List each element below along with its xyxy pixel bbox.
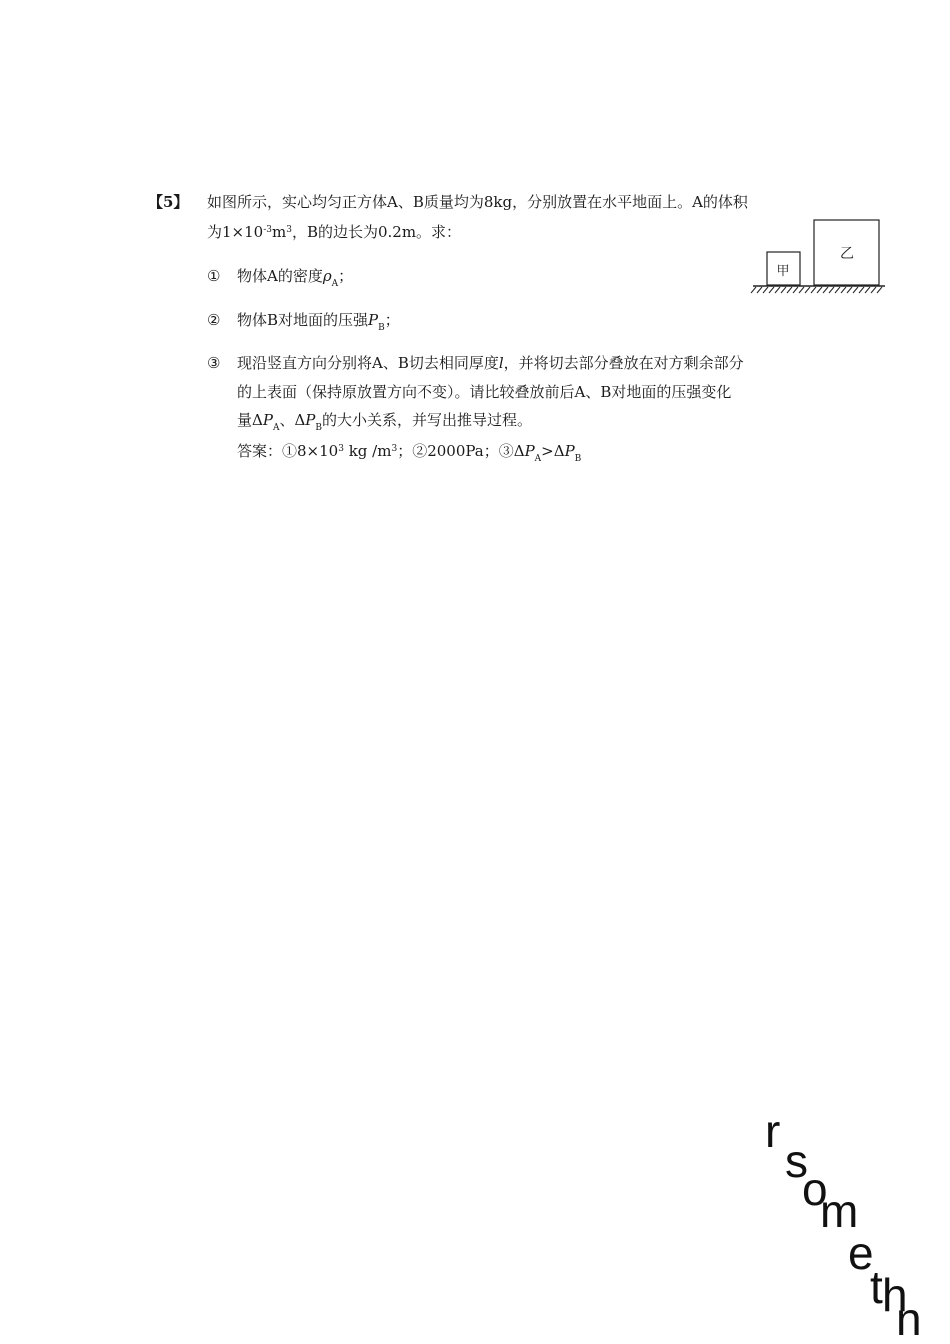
item-3-line-2: 的上表面（保持原放置方向不变）。请比较叠放前后A、B对地面的压强变化 bbox=[237, 383, 732, 401]
cubes-figure bbox=[750, 218, 888, 296]
symbol: P bbox=[305, 411, 316, 429]
symbol: P bbox=[262, 411, 273, 429]
text: 物体A的密度 bbox=[237, 267, 323, 285]
item-3-line-1 bbox=[237, 353, 744, 373]
subscript: A bbox=[272, 423, 280, 433]
hatch-mark bbox=[787, 287, 792, 293]
subscript: B bbox=[315, 423, 322, 433]
text: ，并将切去部分叠放在对方剩余部分 bbox=[503, 354, 744, 372]
text: 为1×10 bbox=[207, 223, 264, 241]
problem-line-1: 如图所示，实心均匀正方体A、B质量均为8kg，分别放置在水平地面上。A的体积 bbox=[207, 193, 748, 211]
hatch-mark bbox=[751, 287, 756, 293]
text: 、Δ bbox=[279, 411, 306, 429]
exponent: 3 bbox=[338, 444, 344, 454]
text: >Δ bbox=[541, 442, 565, 460]
symbol: l bbox=[498, 354, 504, 372]
hatch-mark bbox=[877, 287, 882, 293]
watermark-letter: n bbox=[896, 1293, 922, 1344]
item-2-text bbox=[237, 310, 400, 338]
text: m bbox=[271, 223, 287, 241]
symbol: P bbox=[368, 311, 379, 329]
hatch-mark bbox=[859, 287, 864, 293]
hatch-mark bbox=[865, 287, 870, 293]
text: ； bbox=[384, 311, 400, 329]
answer-line bbox=[237, 439, 581, 469]
watermark-letter: m bbox=[820, 1185, 859, 1237]
hatch-mark bbox=[805, 287, 810, 293]
hatch-mark bbox=[757, 287, 762, 293]
text: 的大小关系，并写出推导过程。 bbox=[322, 411, 533, 429]
item-1-number: ① bbox=[207, 267, 221, 285]
subscript: A bbox=[534, 454, 542, 464]
watermark-letter: s bbox=[785, 1135, 808, 1187]
item-3-number: ③ bbox=[207, 354, 221, 372]
hatch-mark bbox=[871, 287, 876, 293]
problem-line-2 bbox=[207, 220, 461, 242]
cube-a-label: 甲 bbox=[776, 264, 790, 279]
item-1-text bbox=[237, 266, 353, 294]
hatch-mark bbox=[841, 287, 846, 293]
text: 量Δ bbox=[237, 411, 263, 429]
exponent: -3 bbox=[263, 225, 272, 235]
item-2-number: ② bbox=[207, 311, 221, 329]
watermark-letter: r bbox=[765, 1105, 781, 1157]
hatch-mark bbox=[769, 287, 774, 293]
cube-b-label: 乙 bbox=[840, 246, 854, 262]
text: ； bbox=[338, 267, 354, 285]
hatch-mark bbox=[793, 287, 798, 293]
ground-hatching bbox=[751, 287, 882, 293]
hatch-mark bbox=[817, 287, 822, 293]
hatch-mark bbox=[799, 287, 804, 293]
text: 现沿竖直方向分别将A、B切去相同厚度 bbox=[237, 354, 499, 372]
watermark-letter: o bbox=[802, 1163, 828, 1215]
symbol: P bbox=[524, 442, 535, 460]
hatch-mark bbox=[853, 287, 858, 293]
watermark-letter: t bbox=[870, 1261, 883, 1313]
hatch-mark bbox=[835, 287, 840, 293]
watermark-letter: e bbox=[848, 1227, 874, 1279]
text: 物体B对地面的压强 bbox=[237, 311, 369, 329]
item-3-line-3 bbox=[237, 410, 532, 438]
text: 答案：①8×10 bbox=[237, 442, 339, 460]
watermark-letter: h bbox=[882, 1269, 908, 1321]
problem-number: 【5】 bbox=[148, 193, 189, 211]
subscript: B bbox=[574, 454, 582, 464]
exponent: 3 bbox=[286, 225, 292, 235]
symbol: ρ bbox=[322, 267, 332, 285]
exponent: 3 bbox=[391, 444, 398, 454]
text: ，B的边长为0.2m。求： bbox=[291, 223, 462, 241]
hatch-mark bbox=[823, 287, 828, 293]
text: kg /m bbox=[343, 442, 392, 460]
symbol: P bbox=[564, 442, 575, 460]
text: ；②2000Pa；③Δ bbox=[397, 442, 525, 460]
hatch-mark bbox=[775, 287, 780, 293]
hatch-mark bbox=[763, 287, 768, 293]
subscript: B bbox=[378, 323, 385, 333]
subscript: A bbox=[331, 279, 339, 289]
hatch-mark bbox=[829, 287, 834, 293]
hatch-mark bbox=[781, 287, 786, 293]
hatch-mark bbox=[847, 287, 852, 293]
hatch-mark bbox=[811, 287, 816, 293]
